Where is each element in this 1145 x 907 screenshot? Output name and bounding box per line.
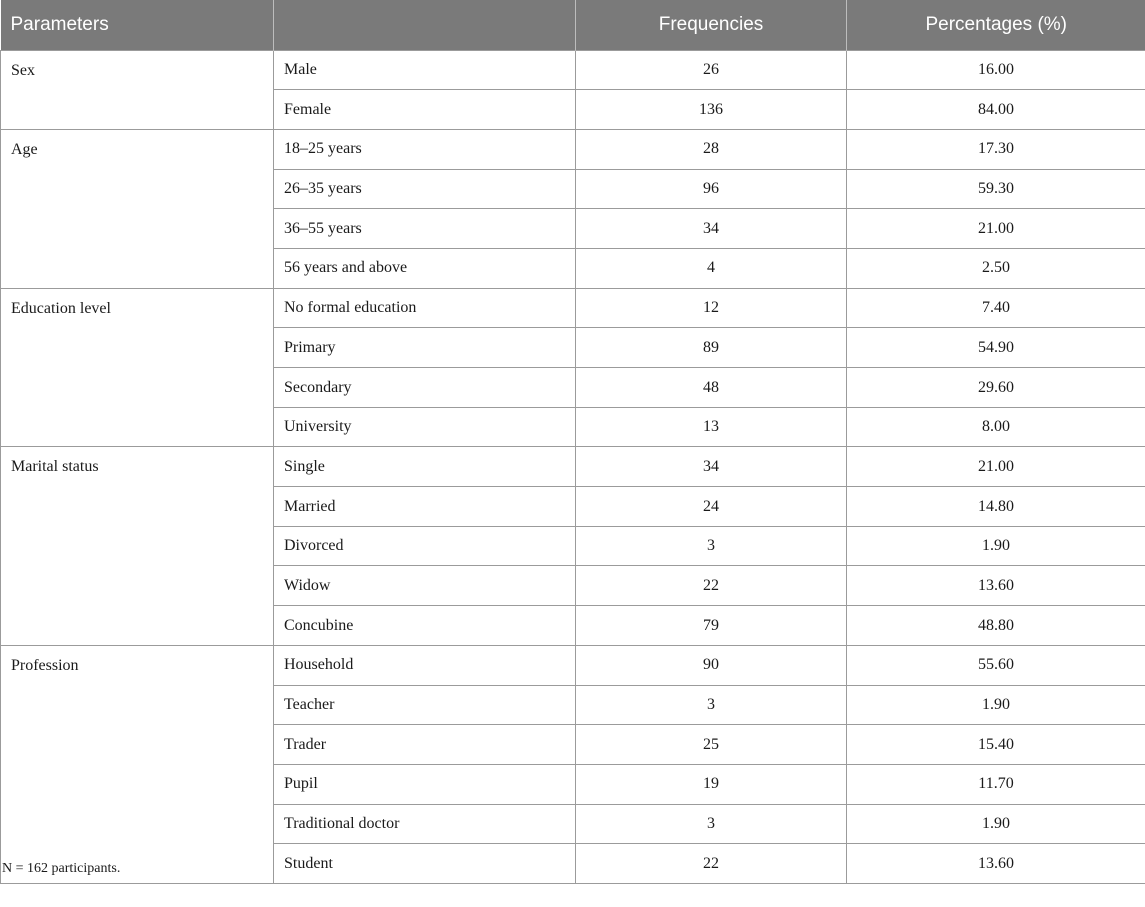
header-category — [274, 0, 576, 50]
category-cell: Married — [274, 487, 576, 527]
parameter-cell: Age — [1, 129, 274, 288]
category-cell: 36–55 years — [274, 209, 576, 249]
frequency-cell: 34 — [576, 447, 847, 487]
frequency-cell: 24 — [576, 487, 847, 527]
frequency-cell: 96 — [576, 169, 847, 209]
table-row — [1, 129, 1145, 169]
header-percentages: Percentages (%) — [847, 0, 1145, 50]
category-cell: Divorced — [274, 526, 576, 566]
percentage-cell: 16.00 — [847, 50, 1145, 90]
category-cell: Household — [274, 645, 576, 685]
percentage-cell: 17.30 — [847, 129, 1145, 169]
category-cell: University — [274, 407, 576, 447]
percentage-cell: 13.60 — [847, 844, 1145, 884]
frequency-cell: 12 — [576, 288, 847, 328]
frequency-cell: 79 — [576, 606, 847, 646]
percentage-cell: 59.30 — [847, 169, 1145, 209]
category-cell: No formal education — [274, 288, 576, 328]
table-row — [1, 288, 1145, 328]
table-body — [1, 50, 1145, 883]
percentage-cell: 7.40 — [847, 288, 1145, 328]
category-cell: Pupil — [274, 764, 576, 804]
frequency-cell: 19 — [576, 764, 847, 804]
percentage-cell: 15.40 — [847, 725, 1145, 765]
category-cell: Traditional doctor — [274, 804, 576, 844]
category-cell: Teacher — [274, 685, 576, 725]
table-row — [1, 645, 1145, 685]
table-row — [1, 447, 1145, 487]
category-cell: 56 years and above — [274, 248, 576, 288]
category-cell: Secondary — [274, 368, 576, 408]
percentage-cell: 2.50 — [847, 248, 1145, 288]
table-header — [1, 0, 1145, 50]
parameter-cell: Education level — [1, 288, 274, 447]
percentage-cell: 14.80 — [847, 487, 1145, 527]
percentage-cell: 13.60 — [847, 566, 1145, 606]
percentage-cell: 21.00 — [847, 447, 1145, 487]
category-cell: Widow — [274, 566, 576, 606]
frequency-cell: 25 — [576, 725, 847, 765]
table-row — [1, 50, 1145, 90]
frequency-cell: 136 — [576, 90, 847, 130]
header-parameters: Parameters — [1, 0, 274, 50]
frequency-cell: 22 — [576, 566, 847, 606]
frequency-cell: 3 — [576, 685, 847, 725]
category-cell: Single — [274, 447, 576, 487]
category-cell: 26–35 years — [274, 169, 576, 209]
frequency-cell: 34 — [576, 209, 847, 249]
category-cell: 18–25 years — [274, 129, 576, 169]
category-cell: Primary — [274, 328, 576, 368]
percentage-cell: 54.90 — [847, 328, 1145, 368]
frequency-cell: 13 — [576, 407, 847, 447]
percentage-cell: 29.60 — [847, 368, 1145, 408]
percentage-cell: 1.90 — [847, 685, 1145, 725]
category-cell: Concubine — [274, 606, 576, 646]
frequency-cell: 3 — [576, 526, 847, 566]
frequency-cell: 4 — [576, 248, 847, 288]
frequency-cell: 89 — [576, 328, 847, 368]
parameter-cell: Sex — [1, 50, 274, 129]
header-frequencies: Frequencies — [576, 0, 847, 50]
category-cell: Female — [274, 90, 576, 130]
percentage-cell: 21.00 — [847, 209, 1145, 249]
percentage-cell: 11.70 — [847, 764, 1145, 804]
frequency-cell: 22 — [576, 844, 847, 884]
percentage-cell: 48.80 — [847, 606, 1145, 646]
percentage-cell: 1.90 — [847, 526, 1145, 566]
category-cell: Male — [274, 50, 576, 90]
frequency-cell: 90 — [576, 645, 847, 685]
parameter-cell: Marital status — [1, 447, 274, 645]
table-footnote: N = 162 participants. — [2, 861, 121, 876]
frequency-cell: 28 — [576, 129, 847, 169]
frequency-cell: 48 — [576, 368, 847, 408]
percentage-cell: 55.60 — [847, 645, 1145, 685]
percentage-cell: 1.90 — [847, 804, 1145, 844]
category-cell: Student — [274, 844, 576, 884]
percentage-cell: 8.00 — [847, 407, 1145, 447]
category-cell: Trader — [274, 725, 576, 765]
percentage-cell: 84.00 — [847, 90, 1145, 130]
frequency-cell: 3 — [576, 804, 847, 844]
frequency-cell: 26 — [576, 50, 847, 90]
parameter-cell: Profession — [1, 645, 274, 883]
header-row — [1, 0, 1145, 50]
